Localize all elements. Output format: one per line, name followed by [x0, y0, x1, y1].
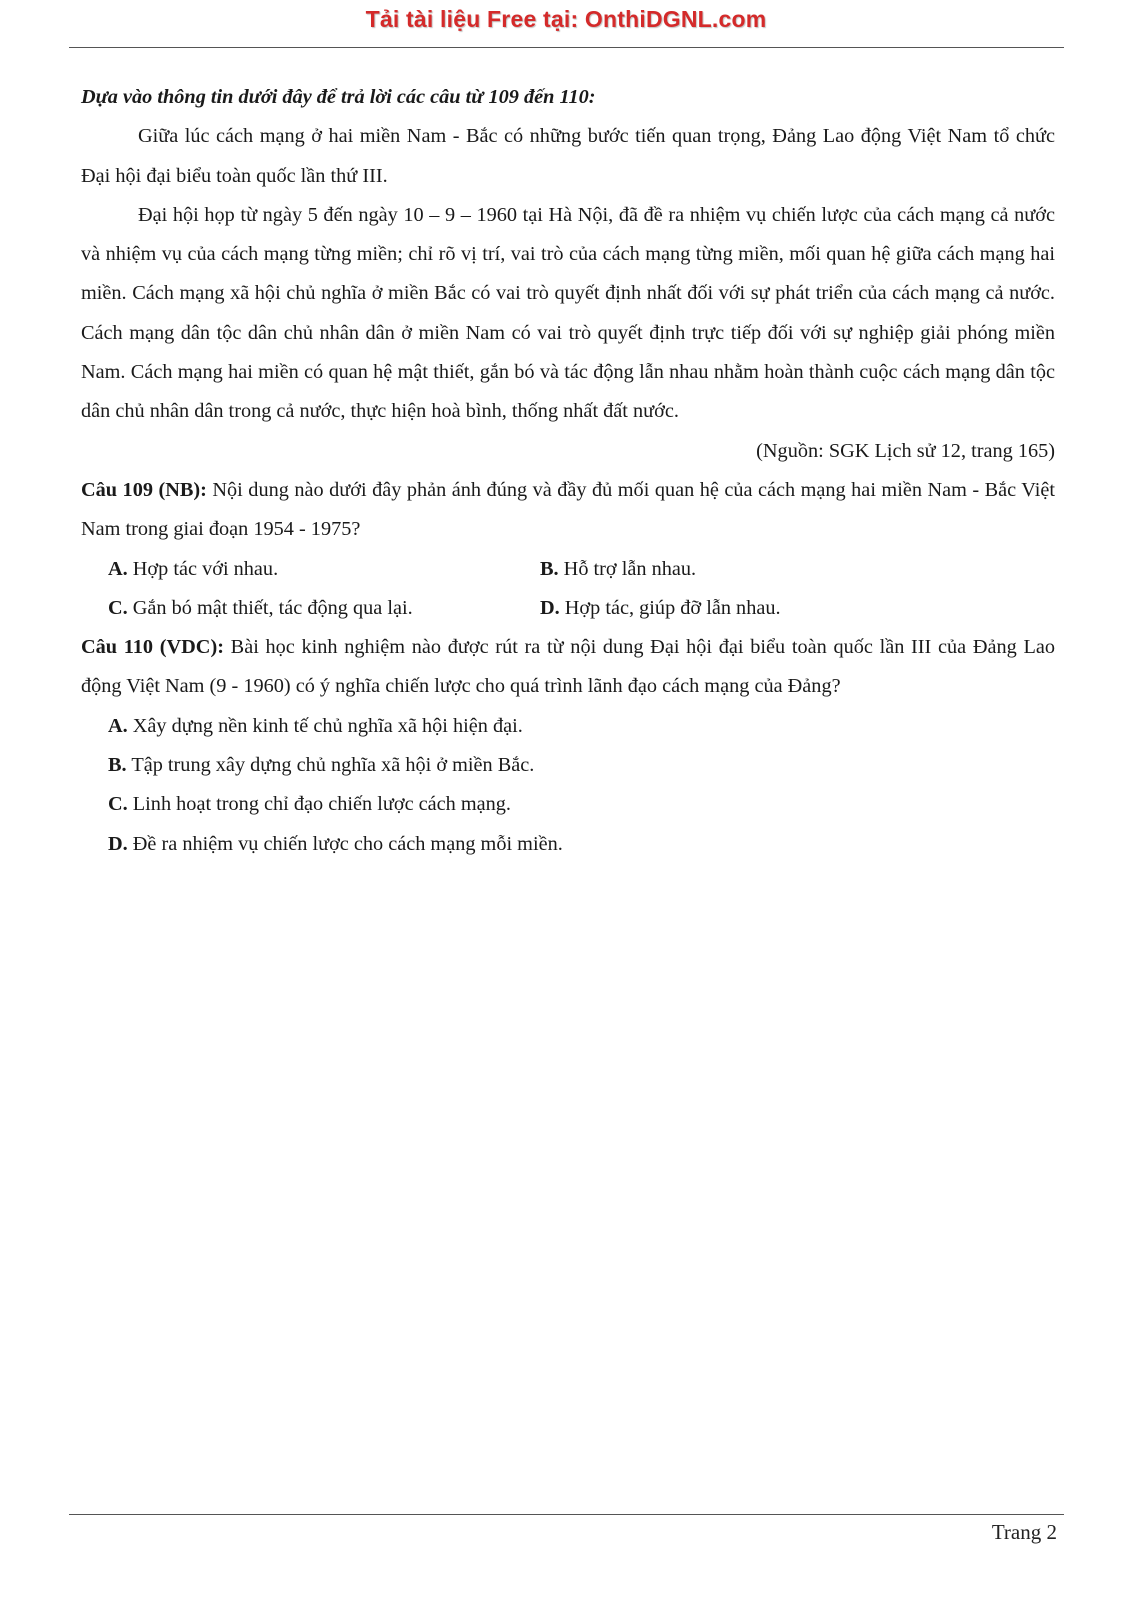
option-text: Hỗ trợ lẫn nhau. [558, 557, 697, 580]
option-letter: A. [108, 557, 128, 580]
option-text: Hợp tác, giúp đỡ lẫn nhau. [559, 596, 781, 619]
question-109-label: Câu 109 (NB): [81, 478, 207, 501]
passage-paragraph-1: Giữa lúc cách mạng ở hai miền Nam - Bắc có những bước tiến quan trọng, Đảng Lao động Việt Nam tổ chức Đại hội đại biểu toàn quốc lần thứ III. [81, 125, 1055, 187]
question-109-option-a [108, 550, 540, 589]
option-letter: D. [108, 832, 128, 855]
option-letter: D. [540, 596, 560, 619]
option-letter: B. [108, 754, 127, 777]
question-109-options [81, 550, 1055, 629]
option-letter: A. [108, 714, 128, 737]
question-110-text: Bài học kinh nghiệm nào được rút ra từ nội dung Đại hội đại biểu toàn quốc lần III của Đảng Lao động Việt Nam (9 - 1960) có ý nghĩa chiến lược cho quá trình lãnh đạo cách mạng của Đảng? [81, 636, 1056, 698]
page-number: Trang 2 [991, 1520, 1057, 1544]
question-110-option-c [81, 785, 1055, 824]
option-letter: C. [108, 793, 128, 816]
question-110-option-a [81, 707, 1055, 746]
option-text: Linh hoạt trong chỉ đạo chiến lược cách mạng. [127, 793, 511, 816]
question-110-option-b [81, 746, 1055, 785]
passage-paragraph-2: Đại hội họp từ ngày 5 đến ngày 10 – 9 – 1960 tại Hà Nội, đã đề ra nhiệm vụ chiến lược của cách mạng cả nước và nhiệm vụ của cách mạng từng miền; chỉ rõ vị trí, vai trò của cách mạng từng miền, mối quan hệ giữa cách mạng hai miền. Cách mạng xã hội chủ nghĩa ở miền Bắc có vai trò quyết định nhất đối với sự phát triển của cách mạng cả nước. Cách mạng dân tộc dân chủ nhân dân ở miền Nam có vai trò quyết định trực tiếp đối với sự nghiệp giải phóng miền Nam. Cách mạng hai miền có quan hệ mật thiết, gắn bó và tác động lẫn nhau nhằm hoàn thành cuộc cách mạng dân tộc dân chủ nhân dân trong cả nước, thực hiện hoà bình, thống nhất đất nước. [81, 203, 1055, 423]
option-text: Gắn bó mật thiết, tác động qua lại. [127, 596, 413, 619]
question-110-label: Câu 110 (VDC): [81, 636, 224, 659]
option-letter: C. [108, 596, 128, 619]
header-download-link[interactable]: Tải tài liệu Free tại: OnthiDGNL.com [365, 6, 767, 32]
option-text: Tập trung xây dựng chủ nghĩa xã hội ở miền Bắc. [126, 754, 535, 777]
question-109-option-d [540, 589, 1055, 628]
option-text: Xây dựng nền kinh tế chủ nghĩa xã hội hiện đại. [127, 714, 523, 737]
option-text: Hợp tác với nhau. [127, 557, 279, 580]
document-body [81, 78, 1055, 864]
footer-divider [69, 1514, 1064, 1515]
question-109-option-c [108, 589, 540, 628]
question-110-option-d [81, 825, 1055, 864]
question-110 [81, 628, 1055, 707]
option-text: Đề ra nhiệm vụ chiến lược cho cách mạng mỗi miền. [127, 832, 563, 855]
option-letter: B. [540, 557, 559, 580]
question-109-text: Nội dung nào dưới đây phản ánh đúng và đầy đủ mối quan hệ của cách mạng hai miền Nam - Bắc Việt Nam trong giai đoạn 1954 - 1975? [81, 478, 1055, 541]
passage-intro: Dựa vào thông tin dưới đây để trả lời các câu từ 109 đến 110: [81, 86, 596, 108]
question-109-option-b [540, 550, 1055, 589]
question-109 [81, 471, 1055, 550]
header-divider [69, 47, 1064, 48]
passage-source: (Nguồn: SGK Lịch sử 12, trang 165) [756, 439, 1055, 462]
